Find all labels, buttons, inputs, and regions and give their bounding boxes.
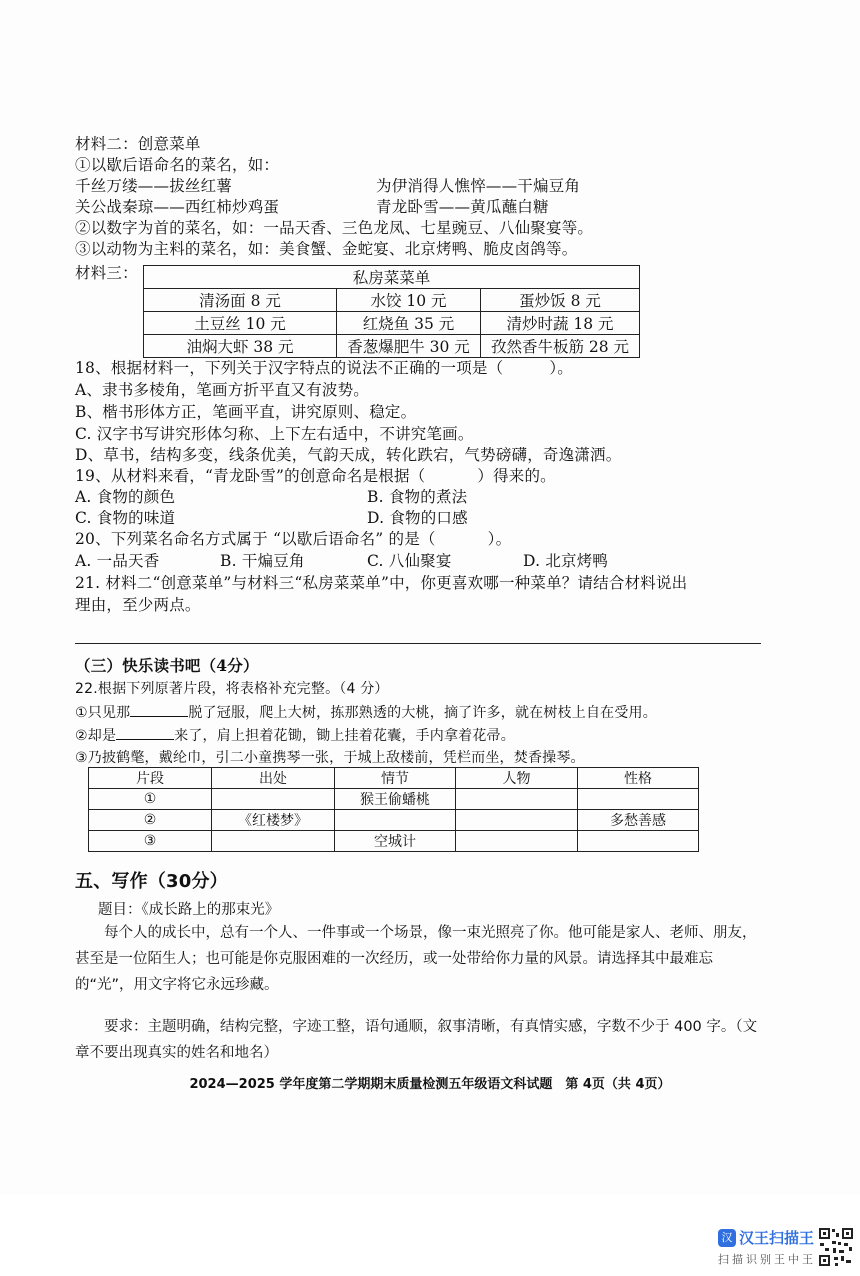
scanner-logo-icon: 汉 <box>718 1229 736 1247</box>
menu-cell: 油焖大虾 38 元 <box>144 335 337 358</box>
option-a: A. 食物的颜色 <box>75 488 176 506</box>
table-cell[interactable] <box>335 810 456 831</box>
table-row <box>144 289 640 312</box>
column-header: 片段 <box>89 768 212 789</box>
section-3-title: （三）快乐读书吧（4分） <box>75 656 259 675</box>
menu-cell: 红烧鱼 35 元 <box>337 312 481 335</box>
menu-cell: 水饺 10 元 <box>337 289 481 312</box>
material2-rule1: ①以歇后语命名的菜名，如： <box>75 156 280 174</box>
table-row <box>89 810 699 831</box>
example-right: 青龙卧雪——黄瓜蘸白糖 <box>376 198 549 216</box>
question-19-options-row2 <box>75 508 765 528</box>
table-cell[interactable] <box>456 789 578 810</box>
column-header: 情节 <box>335 768 456 789</box>
material2-example-row2 <box>75 197 765 217</box>
page-footer: 2024—2025 学年度第二学期期末质量检测五年级语文科试题 第 4页（共 4页） <box>189 1077 671 1092</box>
table-cell: ③ <box>89 831 212 852</box>
menu-cell: 清汤面 8 元 <box>144 289 337 312</box>
menu-cell: 清炒时蔬 18 元 <box>481 312 640 335</box>
table-cell: 猴王偷蟠桃 <box>335 789 456 810</box>
question-22-stem: 22.根据下列原著片段，将表格补充完整。（4 分） <box>75 681 389 697</box>
material2-example-row1 <box>75 176 765 196</box>
table-cell: 多愁善感 <box>578 810 699 831</box>
table-cell[interactable] <box>212 831 335 852</box>
table-row <box>144 335 640 358</box>
writing-topic: 题目：《成长路上的那束光》 <box>98 902 280 918</box>
option-b: B. 食物的煮法 <box>367 488 468 506</box>
scanner-slogan: 扫描识别王中王 <box>718 1253 816 1266</box>
option-d: D. 北京烤鸭 <box>523 552 609 570</box>
question-19-options-row1 <box>75 487 765 507</box>
table-header-row <box>89 768 699 789</box>
menu-cell: 孜然香牛板筋 28 元 <box>481 335 640 358</box>
menu-cell: 土豆丝 10 元 <box>144 312 337 335</box>
table-row <box>89 831 699 852</box>
question-21-line2: 理由，至少两点。 <box>75 596 201 614</box>
fill-blank[interactable] <box>130 702 188 717</box>
question-20-stem: 20、下列菜名命名方式属于 “以歇后语命名” 的是（ ）。 <box>75 530 512 548</box>
writing-requirements: 要求：主题明确，结构完整，字迹工整，语句通顺，叙事清晰，有真情实感，字数不少于 400 字。（文章不要出现真实的姓名和地名） <box>75 1019 758 1061</box>
option-b: B. 干煸豆角 <box>220 552 305 570</box>
menu-table-title: 私房菜菜单 <box>144 266 640 289</box>
question-19-stem: 19、从材料来看，“青龙卧雪”的创意命名是根据（ ）得来的。 <box>75 467 556 485</box>
material3-label: 材料三： <box>75 264 138 282</box>
fill-blank[interactable] <box>116 725 174 740</box>
table-row <box>144 312 640 335</box>
column-header: 性格 <box>578 768 699 789</box>
answer-line <box>75 643 761 644</box>
option-d: D. 食物的口感 <box>367 509 468 527</box>
table-cell: ① <box>89 789 212 810</box>
example-right: 为伊消得人憔悴——干煸豆角 <box>376 177 581 195</box>
fragment-3: ③乃披鹤氅，戴纶巾，引二小童携琴一张，于城上敌楼前，凭栏而坐，焚香操琴。 <box>75 750 585 766</box>
table-cell[interactable] <box>456 831 578 852</box>
option-c: C. 食物的味道 <box>75 509 176 527</box>
table-cell[interactable] <box>578 789 699 810</box>
material2-rule3: ③以动物为主料的菜名，如：美食蟹、金蛇宴、北京烤鸭、脆皮卤鸽等。 <box>75 240 578 258</box>
question-18-option-a: A、隶书多棱角，笔画方折平直又有波势。 <box>75 381 369 399</box>
reading-table <box>88 767 699 852</box>
table-cell[interactable] <box>456 810 578 831</box>
table-cell: 《红楼梦》 <box>212 810 335 831</box>
scanner-watermark <box>718 1227 856 1271</box>
table-cell[interactable] <box>578 831 699 852</box>
table-cell: ② <box>89 810 212 831</box>
qr-code-icon <box>818 1227 854 1267</box>
question-18-stem: 18、根据材料一，下列关于汉字特点的说法不正确的一项是（ ）。 <box>75 359 573 377</box>
option-a: A. 一品天香 <box>75 552 160 570</box>
table-row <box>89 789 699 810</box>
material2-rule2: ②以数字为首的菜名，如：一品天香、三色龙凤、七星豌豆、八仙聚宴等。 <box>75 219 594 237</box>
option-c: C. 八仙聚宴 <box>367 552 452 570</box>
table-cell[interactable] <box>212 789 335 810</box>
question-18-option-b: B、楷书形体方正，笔画平直，讲究原则、稳定。 <box>75 403 417 421</box>
scanner-brand: 汉王扫描王 <box>739 1229 815 1247</box>
example-left: 关公战秦琼——西红柿炒鸡蛋 <box>75 198 280 216</box>
menu-cell: 香葱爆肥牛 30 元 <box>337 335 481 358</box>
question-18-option-c: C. 汉字书写讲究形体匀称、上下左右适中，不讲究笔画。 <box>75 425 474 443</box>
column-header: 人物 <box>456 768 578 789</box>
writing-section-title: 五、写作（30分） <box>75 871 228 892</box>
question-21-line1: 21. 材料二“创意菜单”与材料三“私房菜菜单”中，你更喜欢哪一种菜单？请结合材料说出 <box>75 574 688 592</box>
example-left: 千丝万缕——拔丝红薯 <box>75 177 233 195</box>
fragment-1: ①只见那 脱了冠服，爬上大树，拣那熟透的大桃，摘了许多，就在树枝上自在受用。 <box>75 702 657 723</box>
private-menu-table <box>143 265 640 358</box>
table-cell: 空城计 <box>335 831 456 852</box>
column-header: 出处 <box>212 768 335 789</box>
fragment-2: ②却是 来了，肩上担着花锄，锄上挂着花囊，手内拿着花帚。 <box>75 725 515 746</box>
material2-title: 材料二：创意菜单 <box>75 135 201 153</box>
writing-prompt: 每个人的成长中，总有一个人、一件事或一个场景，像一束光照亮了你。他可能是家人、老师、朋友，甚至是一位陌生人；也可能是你克服困难的一次经历，或一处带给你力量的风景。请选择其中最难忘的“光”，用文字将它永远珍藏。 <box>75 925 757 993</box>
question-18-option-d: D、草书，结构多变，线条优美，气韵天成，转化跌宕，气势磅礴，奇逸潇洒。 <box>75 446 622 464</box>
menu-cell: 蛋炒饭 8 元 <box>481 289 640 312</box>
